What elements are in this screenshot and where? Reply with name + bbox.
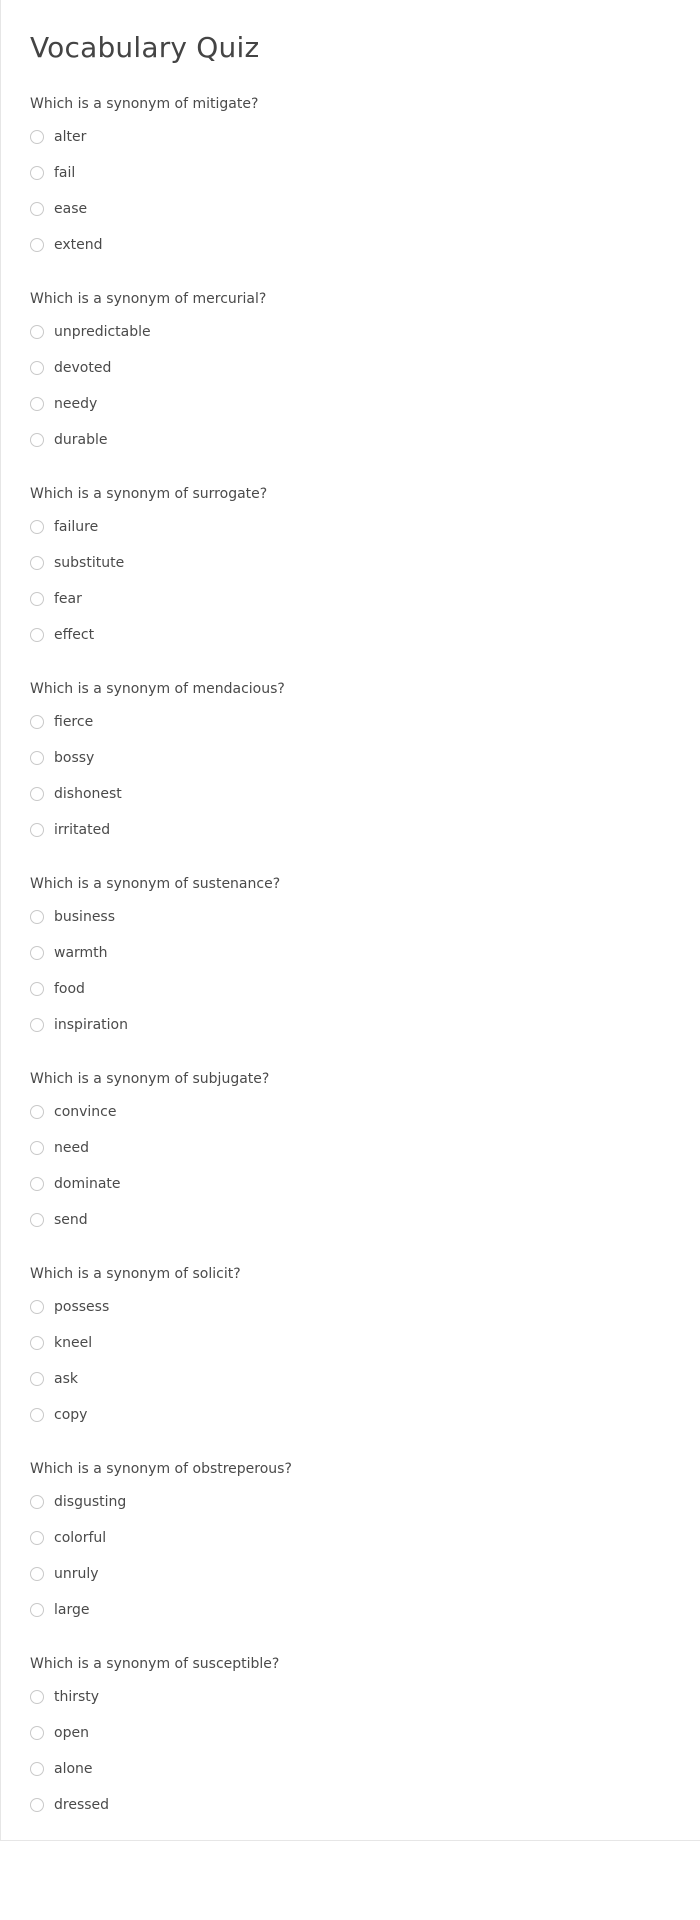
- option-label[interactable]: kneel: [54, 1335, 93, 1351]
- option-label[interactable]: thirsty: [54, 1689, 100, 1705]
- page-title: Vocabulary Quiz: [30, 31, 260, 64]
- radio-button[interactable]: [30, 1726, 44, 1740]
- option-label[interactable]: devoted: [54, 360, 112, 376]
- question-text: Which is a synonym of surrogate?: [30, 486, 268, 502]
- radio-button[interactable]: [30, 1531, 44, 1545]
- question-text: Which is a synonym of mitigate?: [30, 96, 259, 112]
- question-3: [30, 483, 670, 678]
- option-label[interactable]: needy: [54, 396, 98, 412]
- option-fail[interactable]: [30, 163, 670, 199]
- option-label[interactable]: fierce: [54, 714, 94, 730]
- radio-button[interactable]: [30, 1141, 44, 1155]
- option-ease[interactable]: [30, 199, 670, 235]
- option-label[interactable]: inspiration: [54, 1017, 128, 1033]
- option-business[interactable]: [30, 907, 670, 943]
- radio-button[interactable]: [30, 628, 44, 642]
- option-label[interactable]: fear: [54, 591, 82, 607]
- option-convince[interactable]: [30, 1102, 670, 1138]
- radio-button[interactable]: [30, 1798, 44, 1812]
- radio-button[interactable]: [30, 1762, 44, 1776]
- question-text: Which is a synonym of solicit?: [30, 1266, 241, 1282]
- radio-button[interactable]: [30, 130, 44, 144]
- radio-button[interactable]: [30, 751, 44, 765]
- question-7: [30, 1263, 670, 1458]
- option-label[interactable]: send: [54, 1212, 88, 1228]
- option-alone[interactable]: [30, 1759, 670, 1795]
- radio-button[interactable]: [30, 166, 44, 180]
- option-dominate[interactable]: [30, 1174, 670, 1210]
- radio-button[interactable]: [30, 715, 44, 729]
- option-dressed[interactable]: [30, 1795, 670, 1831]
- option-label[interactable]: warmth: [54, 945, 108, 961]
- radio-button[interactable]: [30, 1372, 44, 1386]
- question-1: [30, 93, 670, 288]
- option-label[interactable]: alone: [54, 1761, 93, 1777]
- option-warmth[interactable]: [30, 943, 670, 979]
- radio-button[interactable]: [30, 787, 44, 801]
- question-5: [30, 873, 670, 1068]
- option-irritated[interactable]: [30, 820, 670, 856]
- radio-button[interactable]: [30, 556, 44, 570]
- option-label[interactable]: dominate: [54, 1176, 121, 1192]
- radio-button[interactable]: [30, 982, 44, 996]
- option-ask[interactable]: [30, 1369, 670, 1405]
- question-text: Which is a synonym of mendacious?: [30, 681, 285, 697]
- option-label[interactable]: substitute: [54, 555, 125, 571]
- question-text: Which is a synonym of subjugate?: [30, 1071, 270, 1087]
- option-label[interactable]: open: [54, 1725, 89, 1741]
- question-text: Which is a synonym of susceptible?: [30, 1656, 280, 1672]
- option-fear[interactable]: [30, 589, 670, 625]
- question-6: [30, 1068, 670, 1263]
- option-extend[interactable]: [30, 235, 670, 271]
- radio-button[interactable]: [30, 1603, 44, 1617]
- radio-button[interactable]: [30, 1495, 44, 1509]
- option-food[interactable]: [30, 979, 670, 1015]
- radio-button[interactable]: [30, 520, 44, 534]
- option-label[interactable]: convince: [54, 1104, 117, 1120]
- option-inspiration[interactable]: [30, 1015, 670, 1051]
- option-label[interactable]: business: [54, 909, 116, 925]
- radio-button[interactable]: [30, 1177, 44, 1191]
- option-label[interactable]: unruly: [54, 1566, 99, 1582]
- radio-button[interactable]: [30, 397, 44, 411]
- radio-button[interactable]: [30, 1408, 44, 1422]
- option-kneel[interactable]: [30, 1333, 670, 1369]
- option-fierce[interactable]: [30, 712, 670, 748]
- option-bossy[interactable]: [30, 748, 670, 784]
- option-label[interactable]: need: [54, 1140, 89, 1156]
- radio-button[interactable]: [30, 1567, 44, 1581]
- radio-button[interactable]: [30, 238, 44, 252]
- option-label[interactable]: ease: [54, 201, 88, 217]
- radio-button[interactable]: [30, 325, 44, 339]
- option-label[interactable]: colorful: [54, 1530, 107, 1546]
- option-durable[interactable]: [30, 430, 670, 466]
- option-label[interactable]: copy: [54, 1407, 88, 1423]
- option-label[interactable]: durable: [54, 432, 108, 448]
- option-unruly[interactable]: [30, 1564, 670, 1600]
- option-label[interactable]: dishonest: [54, 786, 122, 802]
- question-9: [30, 1653, 670, 1848]
- option-need[interactable]: [30, 1138, 670, 1174]
- radio-button[interactable]: [30, 1018, 44, 1032]
- option-possess[interactable]: [30, 1297, 670, 1333]
- question-text: Which is a synonym of obstreperous?: [30, 1461, 292, 1477]
- radio-button[interactable]: [30, 1105, 44, 1119]
- option-large[interactable]: [30, 1600, 670, 1636]
- option-label[interactable]: food: [54, 981, 85, 997]
- option-label[interactable]: alter: [54, 129, 87, 145]
- radio-button[interactable]: [30, 823, 44, 837]
- question-8: [30, 1458, 670, 1653]
- option-label[interactable]: ask: [54, 1371, 78, 1387]
- question-2: [30, 288, 670, 483]
- option-label[interactable]: bossy: [54, 750, 95, 766]
- option-label[interactable]: possess: [54, 1299, 110, 1315]
- question-4: [30, 678, 670, 873]
- option-label[interactable]: disgusting: [54, 1494, 127, 1510]
- option-label[interactable]: extend: [54, 237, 103, 253]
- option-effect[interactable]: [30, 625, 670, 661]
- option-colorful[interactable]: [30, 1528, 670, 1564]
- option-label[interactable]: dressed: [54, 1797, 110, 1813]
- radio-button[interactable]: [30, 946, 44, 960]
- option-alter[interactable]: [30, 127, 670, 163]
- option-label[interactable]: fail: [54, 165, 76, 181]
- option-substitute[interactable]: [30, 553, 670, 589]
- option-devoted[interactable]: [30, 358, 670, 394]
- option-needy[interactable]: [30, 394, 670, 430]
- option-label[interactable]: irritated: [54, 822, 111, 838]
- option-copy[interactable]: [30, 1405, 670, 1441]
- radio-button[interactable]: [30, 1336, 44, 1350]
- radio-button[interactable]: [30, 910, 44, 924]
- radio-button[interactable]: [30, 592, 44, 606]
- question-text: Which is a synonym of mercurial?: [30, 291, 267, 307]
- radio-button[interactable]: [30, 361, 44, 375]
- option-dishonest[interactable]: [30, 784, 670, 820]
- radio-button[interactable]: [30, 433, 44, 447]
- option-label[interactable]: unpredictable: [54, 324, 151, 340]
- radio-button[interactable]: [30, 1300, 44, 1314]
- question-text: Which is a synonym of sustenance?: [30, 876, 281, 892]
- radio-button[interactable]: [30, 1690, 44, 1704]
- option-label[interactable]: failure: [54, 519, 99, 535]
- option-unpredictable[interactable]: [30, 322, 670, 358]
- option-label[interactable]: effect: [54, 627, 95, 643]
- option-label[interactable]: large: [54, 1602, 90, 1618]
- option-failure[interactable]: [30, 517, 670, 553]
- option-thirsty[interactable]: [30, 1687, 670, 1723]
- option-open[interactable]: [30, 1723, 670, 1759]
- question-list: [30, 93, 670, 1848]
- radio-button[interactable]: [30, 202, 44, 216]
- option-send[interactable]: [30, 1210, 670, 1246]
- radio-button[interactable]: [30, 1213, 44, 1227]
- option-disgusting[interactable]: [30, 1492, 670, 1528]
